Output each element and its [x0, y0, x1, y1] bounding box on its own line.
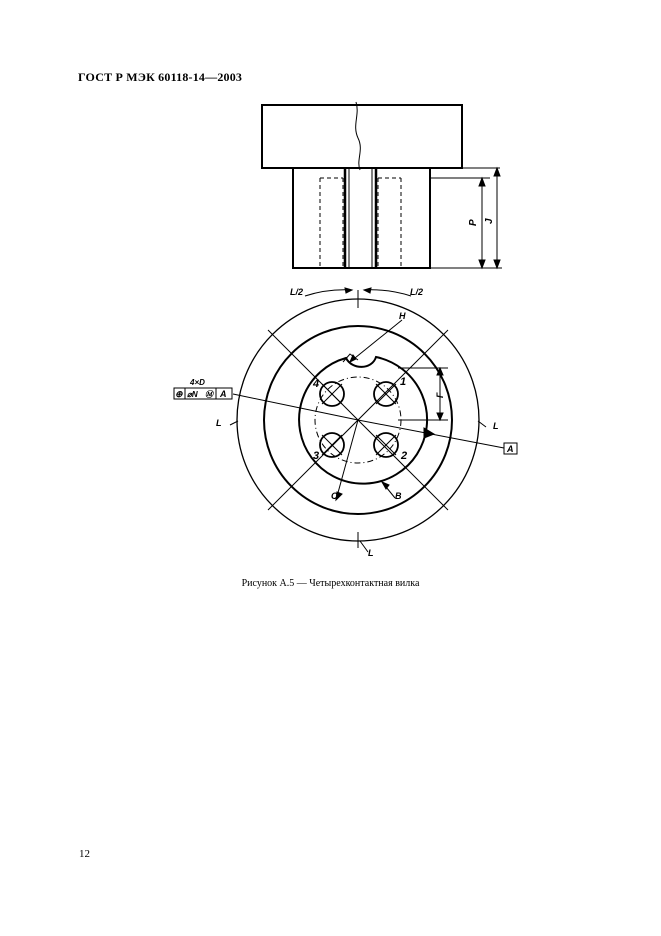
dim-p-label: P — [468, 219, 479, 226]
page-number: 12 — [79, 848, 90, 860]
tolerance-symbol: ⊕ — [175, 389, 183, 399]
l-left-label: L — [216, 418, 222, 428]
front-view — [174, 288, 517, 552]
plug-body-top — [262, 105, 462, 168]
pin-label-2: 2 — [401, 450, 408, 462]
datum-a-label: A — [507, 444, 514, 454]
figure-caption: Рисунок А.5 — Четырехконтактная вилка — [241, 578, 420, 589]
tolerance-value: ⌀N — [187, 390, 198, 399]
tolerance-datum: A — [220, 389, 227, 399]
tolerance-modifier: Ⓜ — [205, 390, 213, 399]
l-right-label: L — [493, 421, 499, 431]
dim-j-label: J — [484, 218, 495, 224]
plug-body-lower — [293, 168, 430, 268]
pin-label-3: 3 — [313, 450, 320, 462]
f-label: F — [435, 392, 445, 398]
break-line — [356, 102, 361, 170]
h-label: H — [399, 311, 406, 321]
pin-label-1: 1 — [400, 376, 407, 388]
side-view — [262, 102, 502, 268]
half-l-left-label: L/2 — [290, 287, 304, 297]
b-label: B — [395, 491, 402, 501]
half-l-right-label: L/2 — [410, 287, 424, 297]
document-header: ГОСТ Р МЭК 60118-14—2003 — [78, 70, 243, 84]
tolerance-count-label: 4×D — [190, 378, 205, 387]
pin-label-4: 4 — [313, 378, 320, 390]
c-label: C — [331, 491, 338, 501]
l-bottom-label: L — [368, 548, 374, 558]
